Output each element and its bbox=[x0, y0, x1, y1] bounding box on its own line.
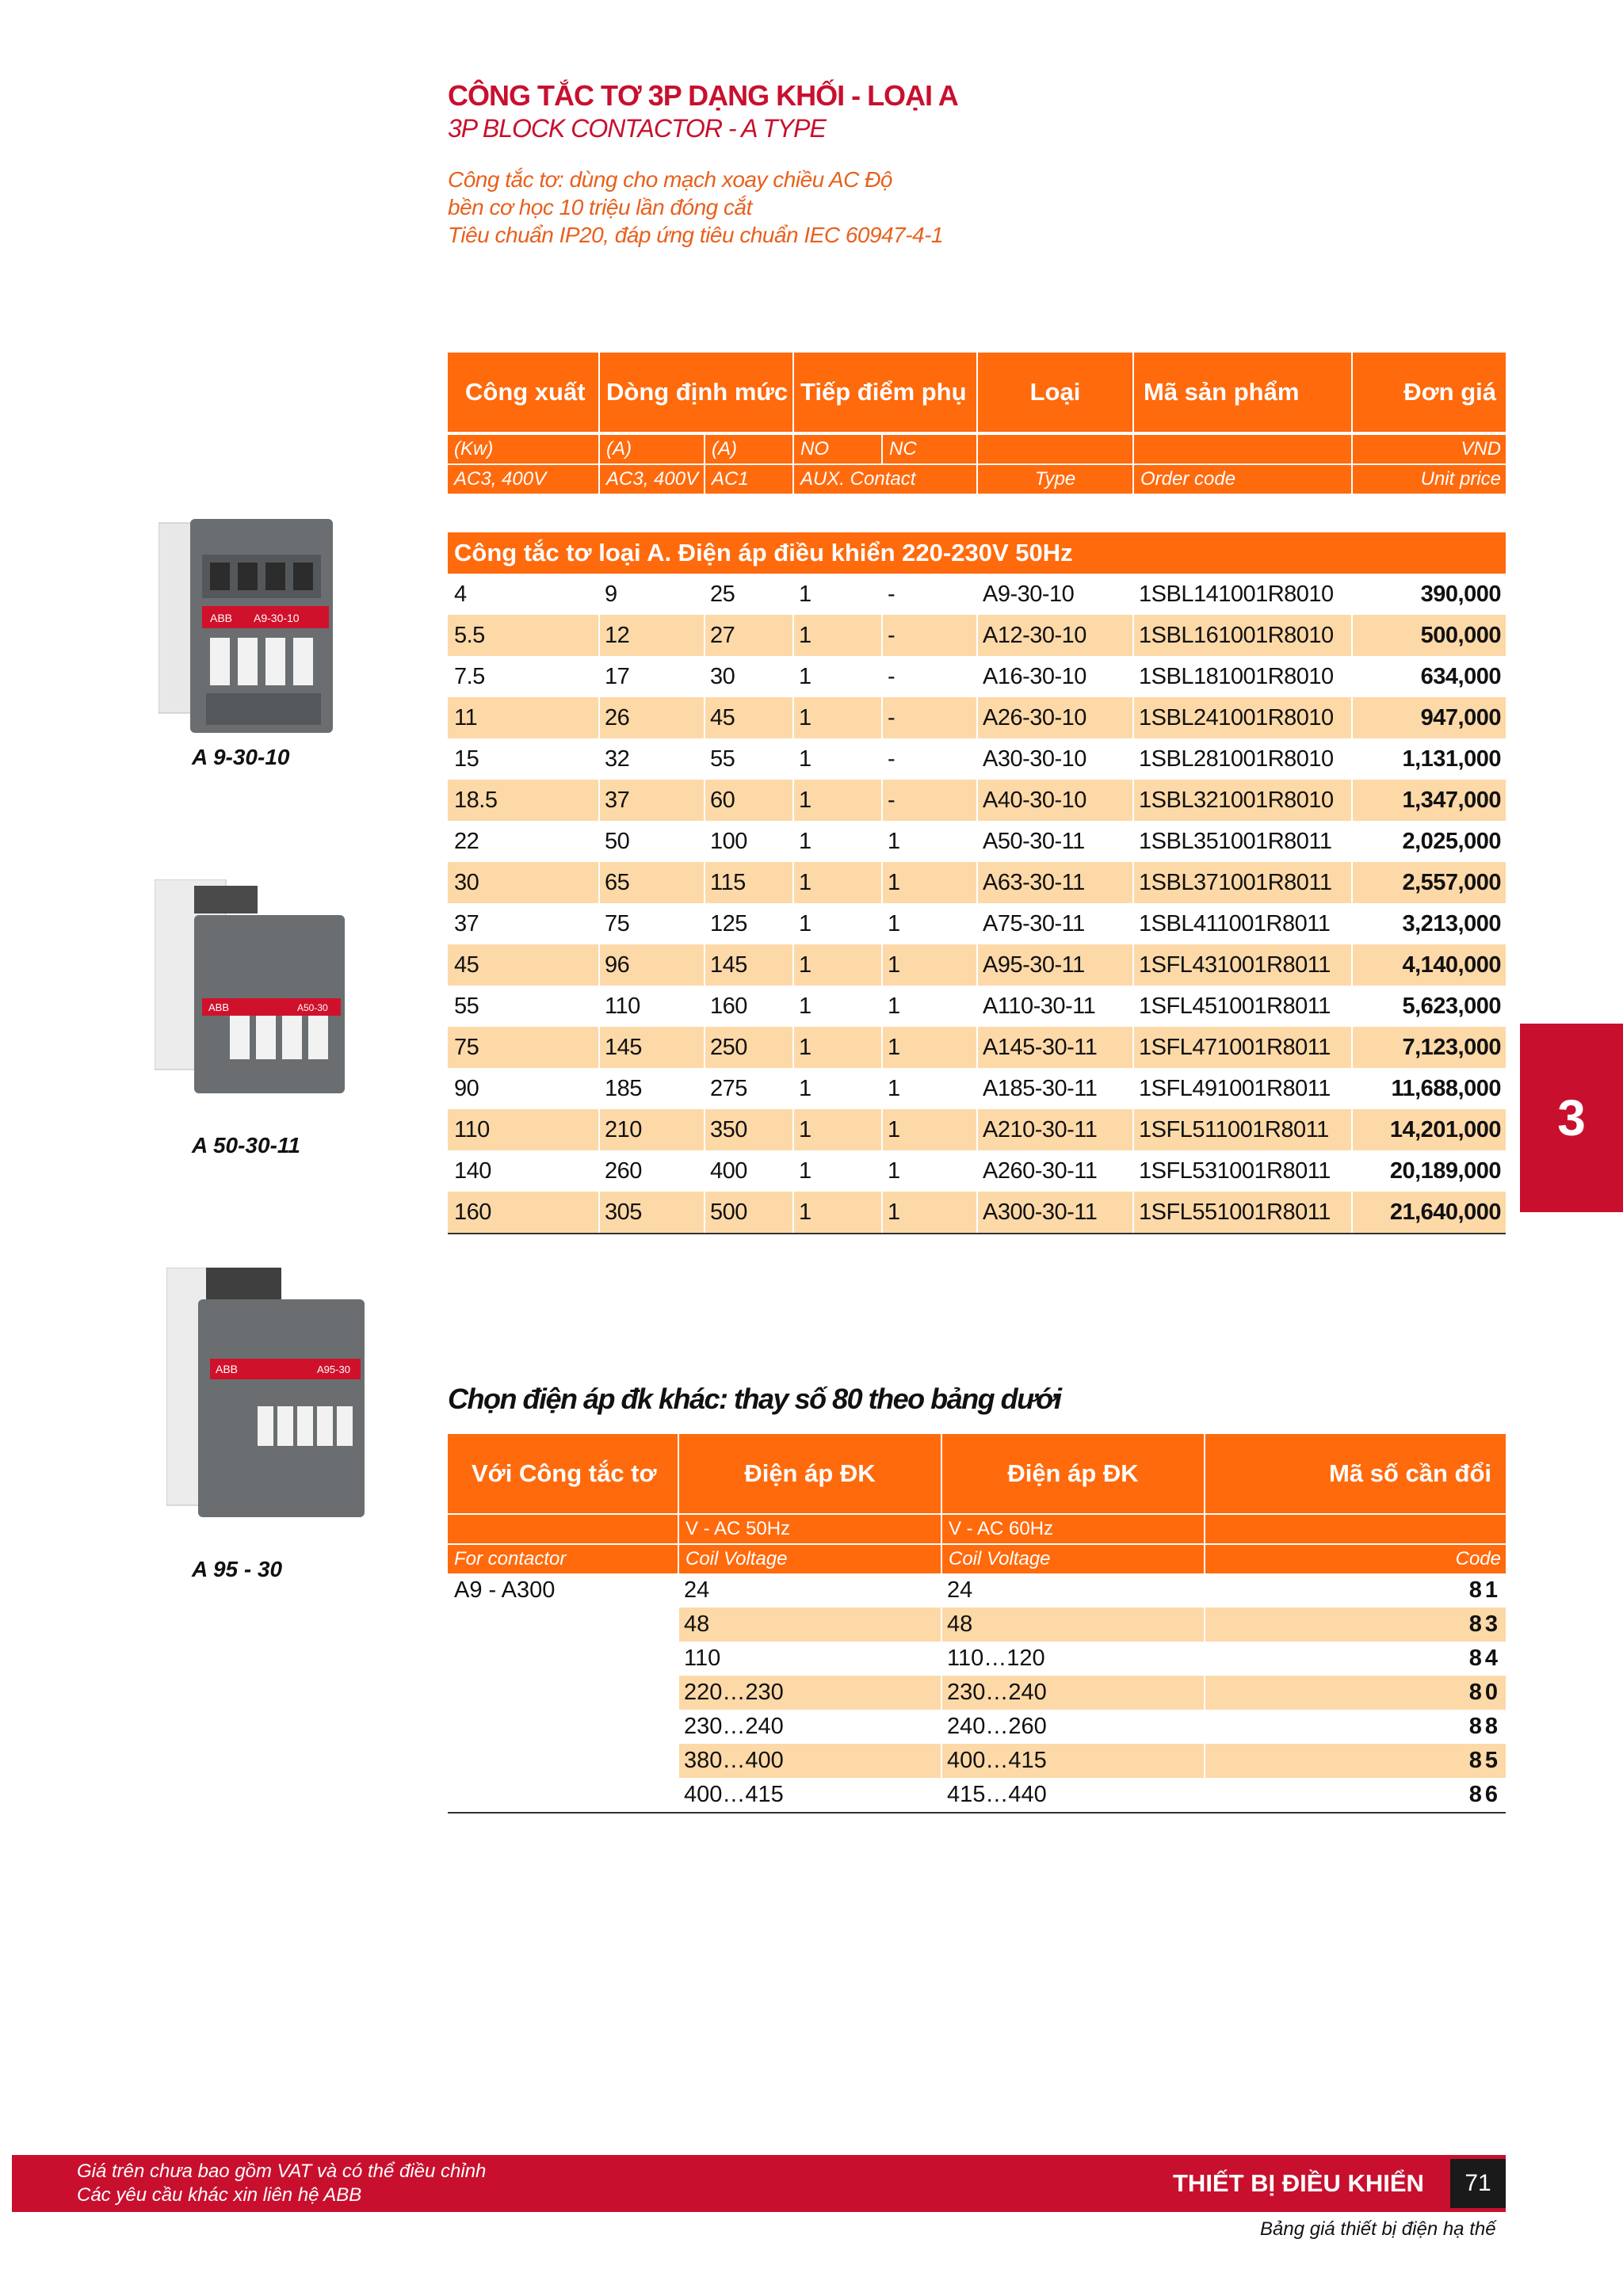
sub-price: Unit price bbox=[1351, 465, 1506, 494]
section-row bbox=[448, 532, 1506, 574]
cell-type: A40-30-10 bbox=[983, 787, 1086, 813]
cell-no: 1 bbox=[799, 746, 812, 772]
cell-ac1: 45 bbox=[710, 704, 735, 730]
cell-code: 80 bbox=[1468, 1680, 1501, 1705]
cell-contactor bbox=[448, 1744, 678, 1778]
cell-contactor bbox=[448, 1608, 678, 1642]
footer-note-line: Giá trên chưa bao gồm VAT và có thể điều chỉnh bbox=[77, 2161, 487, 2182]
cell-ac3: 50 bbox=[605, 828, 630, 854]
cell-code: 81 bbox=[1468, 1577, 1501, 1603]
cell-nc: 1 bbox=[888, 910, 900, 936]
cell-v60: 230…240 bbox=[947, 1680, 1047, 1705]
cell-v60: 48 bbox=[947, 1611, 973, 1637]
cell-ac3: 75 bbox=[605, 910, 630, 936]
sub-ac1: AC1 bbox=[704, 465, 792, 494]
footer-note-line: Các yêu cầu khác xin liên hệ ABB bbox=[77, 2184, 362, 2206]
cell-ac1: 250 bbox=[710, 1034, 747, 1060]
cell-ac3: 26 bbox=[605, 704, 630, 730]
header-code: Mã sản phẩm bbox=[1132, 353, 1351, 432]
cell-ac1: 400 bbox=[710, 1158, 747, 1184]
cell-code: 1SFL491001R8011 bbox=[1139, 1075, 1331, 1101]
cell-price: 1,131,000 bbox=[1402, 746, 1501, 772]
cell-no: 1 bbox=[799, 787, 812, 813]
table-row bbox=[448, 1068, 1506, 1109]
sub-contactor: For contactor bbox=[454, 1548, 567, 1569]
table-row bbox=[448, 1573, 1506, 1608]
table-units-row bbox=[448, 1513, 1506, 1543]
cell-kw: 90 bbox=[454, 1075, 479, 1101]
cell-ac1: 275 bbox=[710, 1075, 747, 1101]
cell-price: 500,000 bbox=[1420, 622, 1501, 648]
cell-type: A75-30-11 bbox=[983, 910, 1085, 936]
cell-kw: 15 bbox=[454, 746, 479, 772]
cell-ac1: 100 bbox=[710, 828, 747, 854]
table-row bbox=[448, 780, 1506, 821]
cell-nc: 1 bbox=[888, 1158, 900, 1184]
cell-nc: 1 bbox=[888, 1075, 900, 1101]
cell-type: A12-30-10 bbox=[983, 622, 1086, 648]
coil-voltage-table bbox=[448, 1434, 1506, 1814]
table-bottom-rule bbox=[448, 1233, 1506, 1234]
cell-ac1: 350 bbox=[710, 1116, 747, 1142]
cell-contactor bbox=[448, 1778, 678, 1812]
cell-no: 1 bbox=[799, 869, 812, 895]
cell-code: 1SBL321001R8010 bbox=[1139, 787, 1334, 813]
header-aux: Tiếp điểm phụ bbox=[792, 353, 976, 432]
cell-nc: 1 bbox=[888, 1199, 900, 1225]
footer-category: THIẾT BỊ ĐIỀU KHIỂN bbox=[1173, 2169, 1424, 2197]
cell-nc: 1 bbox=[888, 1034, 900, 1060]
cell-no: 1 bbox=[799, 1034, 812, 1060]
unit-v60: V - AC 60Hz bbox=[941, 1515, 1204, 1543]
cell-no: 1 bbox=[799, 1075, 812, 1101]
cell-code: 1SFL531001R8011 bbox=[1139, 1158, 1331, 1184]
cell-kw: 37 bbox=[454, 910, 479, 936]
unit-ac3: (A) bbox=[598, 435, 704, 463]
table-row bbox=[448, 656, 1506, 697]
cell-no: 1 bbox=[799, 622, 812, 648]
cell-type: A210-30-11 bbox=[983, 1116, 1098, 1142]
table-row bbox=[448, 862, 1506, 903]
cell-no: 1 bbox=[799, 663, 812, 689]
cell-price: 5,623,000 bbox=[1402, 993, 1501, 1019]
cell-v50: 48 bbox=[684, 1611, 710, 1637]
header-type: Loại bbox=[976, 353, 1132, 432]
table-body bbox=[448, 1573, 1506, 1812]
title-block bbox=[448, 79, 1478, 249]
cell-code: 1SBL241001R8010 bbox=[1139, 704, 1334, 730]
cell-no: 1 bbox=[799, 1116, 812, 1142]
table-row bbox=[448, 738, 1506, 780]
cell-ac3: 32 bbox=[605, 746, 630, 772]
footer-note bbox=[77, 2160, 486, 2207]
unit-power: (Kw) bbox=[454, 438, 494, 460]
sub-type: Type bbox=[976, 465, 1132, 494]
table-header-row bbox=[448, 1434, 1506, 1513]
cell-kw: 22 bbox=[454, 828, 479, 854]
table-row bbox=[448, 1710, 1506, 1744]
caption-a9: A 9-30-10 bbox=[192, 745, 290, 769]
cell-ac1: 125 bbox=[710, 910, 747, 936]
product-image-a9 bbox=[158, 507, 341, 737]
table-bottom-rule bbox=[448, 1812, 1506, 1814]
cell-v50: 24 bbox=[684, 1577, 710, 1603]
cell-type: A63-30-11 bbox=[983, 869, 1085, 895]
table-row bbox=[448, 903, 1506, 944]
cell-no: 1 bbox=[799, 952, 812, 978]
description bbox=[448, 166, 1478, 249]
cell-ac1: 145 bbox=[710, 952, 747, 978]
cell-code: 1SFL471001R8011 bbox=[1139, 1034, 1331, 1060]
cell-nc: - bbox=[888, 704, 896, 730]
table-row bbox=[448, 1676, 1506, 1710]
description-line: Tiêu chuẩn IP20, đáp ứng tiêu chuẩn IEC 60947-4-1 bbox=[448, 223, 943, 247]
cell-kw: 45 bbox=[454, 952, 479, 978]
cell-ac1: 160 bbox=[710, 993, 747, 1019]
table-row bbox=[448, 1778, 1506, 1812]
cell-kw: 30 bbox=[454, 869, 479, 895]
footer-subtitle: Bảng giá thiết bị điện hạ thế bbox=[1260, 2218, 1496, 2240]
cell-ac3: 260 bbox=[605, 1158, 642, 1184]
table-body bbox=[448, 574, 1506, 1233]
table-row bbox=[448, 1192, 1506, 1233]
cell-no: 1 bbox=[799, 704, 812, 730]
unit-currency: VND bbox=[1351, 435, 1506, 463]
cell-v50: 400…415 bbox=[684, 1782, 784, 1807]
cell-kw: 110 bbox=[454, 1116, 490, 1142]
cell-type: A9-30-10 bbox=[983, 581, 1075, 607]
cell-type: A300-30-11 bbox=[983, 1199, 1098, 1225]
cell-kw: 160 bbox=[454, 1199, 491, 1225]
cell-ac3: 12 bbox=[605, 622, 630, 648]
cell-kw: 18.5 bbox=[454, 787, 498, 813]
cell-kw: 140 bbox=[454, 1158, 491, 1184]
header-current: Dòng định mức bbox=[598, 353, 792, 432]
cell-no: 1 bbox=[799, 1158, 812, 1184]
cell-price: 11,688,000 bbox=[1391, 1075, 1501, 1101]
cell-type: A26-30-10 bbox=[983, 704, 1086, 730]
table-row bbox=[448, 986, 1506, 1027]
brand-logo-text: ABB bbox=[216, 1363, 239, 1375]
sub-v60: Coil Voltage bbox=[941, 1545, 1204, 1573]
cell-code: 1SBL161001R8010 bbox=[1139, 622, 1334, 648]
product-image-a95 bbox=[166, 1268, 372, 1521]
cell-code: 83 bbox=[1468, 1611, 1501, 1637]
cell-v60: 24 bbox=[947, 1577, 973, 1603]
product-label: A95-30 bbox=[317, 1363, 350, 1375]
table-row bbox=[448, 615, 1506, 656]
chapter-tab: 3 bbox=[1520, 1024, 1623, 1212]
cell-price: 2,557,000 bbox=[1402, 869, 1501, 895]
cell-contactor bbox=[448, 1676, 678, 1710]
sub-code: Order code bbox=[1132, 465, 1351, 494]
cell-kw: 11 bbox=[454, 704, 478, 730]
brand-logo-text: ABB bbox=[210, 612, 233, 624]
header-contactor: Với Công tắc tơ bbox=[472, 1459, 657, 1487]
cell-v60: 400…415 bbox=[947, 1748, 1047, 1773]
cell-contactor: A9 - A300 bbox=[454, 1577, 556, 1603]
cell-type: A30-30-10 bbox=[983, 746, 1086, 772]
cell-ac3: 185 bbox=[605, 1075, 642, 1101]
page-subtitle: 3P BLOCK CONTACTOR - A TYPE bbox=[448, 114, 826, 143]
table-header-row bbox=[448, 353, 1506, 432]
cell-no: 1 bbox=[799, 581, 812, 607]
cell-v50: 220…230 bbox=[684, 1680, 784, 1705]
page-number: 71 bbox=[1450, 2159, 1506, 2208]
table-row bbox=[448, 1150, 1506, 1192]
brand-logo-text: ABB bbox=[208, 1001, 230, 1013]
cell-price: 3,213,000 bbox=[1402, 910, 1501, 936]
cell-ac1: 500 bbox=[710, 1199, 747, 1225]
header-power: Công xuất bbox=[465, 378, 586, 406]
table-row bbox=[448, 821, 1506, 862]
cell-price: 947,000 bbox=[1420, 704, 1501, 730]
cell-nc: 1 bbox=[888, 993, 900, 1019]
cell-type: A50-30-11 bbox=[983, 828, 1085, 854]
section-title: Công tắc tơ loại A. Điện áp điều khiển 220-230V 50Hz bbox=[454, 539, 1073, 566]
cell-ac3: 110 bbox=[605, 993, 640, 1019]
cell-code: 1SBL371001R8011 bbox=[1139, 869, 1332, 895]
caption-a95: A 95 - 30 bbox=[192, 1557, 283, 1581]
cell-type: A95-30-11 bbox=[983, 952, 1085, 978]
cell-price: 14,201,000 bbox=[1389, 1116, 1501, 1142]
cell-code: 1SFL431001R8011 bbox=[1139, 952, 1331, 978]
cell-v60: 415…440 bbox=[947, 1782, 1047, 1807]
cell-nc: 1 bbox=[888, 1116, 900, 1142]
cell-v60: 240…260 bbox=[947, 1714, 1047, 1739]
cell-type: A110-30-11 bbox=[983, 993, 1096, 1019]
cell-code: 1SBL281001R8010 bbox=[1139, 746, 1334, 772]
cell-ac3: 17 bbox=[605, 663, 630, 689]
cell-nc: 1 bbox=[888, 952, 900, 978]
cell-ac3: 145 bbox=[605, 1034, 642, 1060]
sub-v50: Coil Voltage bbox=[678, 1545, 941, 1573]
cell-ac1: 115 bbox=[710, 869, 746, 895]
cell-kw: 5.5 bbox=[454, 622, 485, 648]
cell-code: 1SFL451001R8011 bbox=[1139, 993, 1331, 1019]
cell-kw: 4 bbox=[454, 581, 467, 607]
cell-price: 21,640,000 bbox=[1389, 1199, 1501, 1225]
cell-price: 7,123,000 bbox=[1402, 1034, 1501, 1060]
cell-ac3: 96 bbox=[605, 952, 630, 978]
unit-ac1: (A) bbox=[704, 435, 792, 463]
cell-v50: 110 bbox=[684, 1646, 721, 1671]
caption-a50: A 50-30-11 bbox=[192, 1133, 300, 1158]
cell-no: 1 bbox=[799, 1199, 812, 1225]
cell-price: 2,025,000 bbox=[1402, 828, 1501, 854]
voltage-table-title: Chọn điện áp đk khác: thay số 80 theo bảng dưới bbox=[448, 1383, 1061, 1415]
cell-no: 1 bbox=[799, 828, 812, 854]
cell-code: 1SFL511001R8011 bbox=[1139, 1116, 1329, 1142]
header-v60: Điện áp ĐK bbox=[941, 1434, 1204, 1513]
cell-type: A260-30-11 bbox=[983, 1158, 1098, 1184]
header-price: Đơn giá bbox=[1351, 353, 1506, 432]
header-v50: Điện áp ĐK bbox=[678, 1434, 941, 1513]
product-label: A50-30 bbox=[297, 1002, 328, 1013]
contactor-rows bbox=[448, 532, 1506, 1234]
cell-kw: 75 bbox=[454, 1034, 479, 1060]
description-line: bền cơ học 10 triệu lần đóng cắt bbox=[448, 195, 752, 219]
cell-nc: 1 bbox=[888, 828, 900, 854]
cell-code: 1SBL141001R8010 bbox=[1139, 581, 1334, 607]
table-units-row bbox=[448, 433, 1506, 463]
table-row bbox=[448, 1642, 1506, 1676]
cell-price: 20,189,000 bbox=[1389, 1158, 1501, 1184]
cell-v60: 110…120 bbox=[947, 1646, 1045, 1671]
cell-price: 4,140,000 bbox=[1402, 952, 1501, 978]
sub-power: AC3, 400V bbox=[454, 468, 547, 490]
unit-nc: NC bbox=[881, 435, 976, 463]
table-row bbox=[448, 574, 1506, 615]
cell-kw: 55 bbox=[454, 993, 479, 1019]
cell-kw: 7.5 bbox=[454, 663, 485, 689]
cell-nc: - bbox=[888, 787, 896, 813]
table-sub-row bbox=[448, 1543, 1506, 1573]
cell-code: 86 bbox=[1468, 1782, 1501, 1807]
cell-ac3: 65 bbox=[605, 869, 630, 895]
table-row bbox=[448, 697, 1506, 738]
sub-ac3: AC3, 400V bbox=[598, 465, 704, 494]
cell-price: 390,000 bbox=[1420, 581, 1501, 607]
cell-contactor bbox=[448, 1710, 678, 1744]
cell-type: A16-30-10 bbox=[983, 663, 1086, 689]
cell-nc: - bbox=[888, 581, 896, 607]
cell-code: 1SBL181001R8010 bbox=[1139, 663, 1334, 689]
cell-code: 1SFL551001R8011 bbox=[1139, 1199, 1331, 1225]
cell-price: 634,000 bbox=[1420, 663, 1501, 689]
cell-ac1: 55 bbox=[710, 746, 735, 772]
cell-v50: 380…400 bbox=[684, 1748, 784, 1773]
cell-nc: - bbox=[888, 622, 896, 648]
cell-ac3: 9 bbox=[605, 581, 617, 607]
table-row bbox=[448, 1608, 1506, 1642]
cell-price: 1,347,000 bbox=[1402, 787, 1501, 813]
contactor-price-table bbox=[448, 353, 1506, 494]
cell-no: 1 bbox=[799, 910, 812, 936]
cell-ac3: 210 bbox=[605, 1116, 642, 1142]
unit-no: NO bbox=[792, 435, 881, 463]
cell-contactor bbox=[448, 1642, 678, 1676]
table-row bbox=[448, 1109, 1506, 1150]
table-row bbox=[448, 944, 1506, 986]
cell-no: 1 bbox=[799, 993, 812, 1019]
cell-nc: 1 bbox=[888, 869, 900, 895]
table-sub-row bbox=[448, 463, 1506, 494]
cell-ac1: 25 bbox=[710, 581, 735, 607]
table-row bbox=[448, 1744, 1506, 1778]
cell-code: 84 bbox=[1468, 1646, 1501, 1671]
cell-ac1: 60 bbox=[710, 787, 735, 813]
description-line: Công tắc tơ: dùng cho mạch xoay chiều AC Độ bbox=[448, 167, 892, 192]
cell-code: 88 bbox=[1468, 1714, 1501, 1739]
product-image-a50 bbox=[155, 879, 353, 1093]
header-code: Mã số cần đổi bbox=[1204, 1434, 1506, 1513]
cell-nc: - bbox=[888, 746, 896, 772]
sub-aux: AUX. Contact bbox=[792, 465, 976, 494]
cell-type: A145-30-11 bbox=[983, 1034, 1098, 1060]
cell-v50: 230…240 bbox=[684, 1714, 784, 1739]
page-title: CÔNG TẮC TƠ 3P DẠNG KHỐI - LOẠI A bbox=[448, 79, 958, 112]
cell-ac3: 37 bbox=[605, 787, 630, 813]
cell-ac3: 305 bbox=[605, 1199, 642, 1225]
sub-code: Code bbox=[1204, 1545, 1506, 1573]
unit-v50: V - AC 50Hz bbox=[678, 1515, 941, 1543]
cell-ac1: 27 bbox=[710, 622, 735, 648]
table-row bbox=[448, 1027, 1506, 1068]
cell-code: 1SBL411001R8011 bbox=[1139, 910, 1331, 936]
cell-code: 1SBL351001R8011 bbox=[1139, 828, 1332, 854]
cell-nc: - bbox=[888, 663, 896, 689]
cell-code: 85 bbox=[1468, 1748, 1501, 1773]
product-label: A9-30-10 bbox=[254, 612, 300, 624]
cell-ac1: 30 bbox=[710, 663, 735, 689]
cell-type: A185-30-11 bbox=[983, 1075, 1098, 1101]
